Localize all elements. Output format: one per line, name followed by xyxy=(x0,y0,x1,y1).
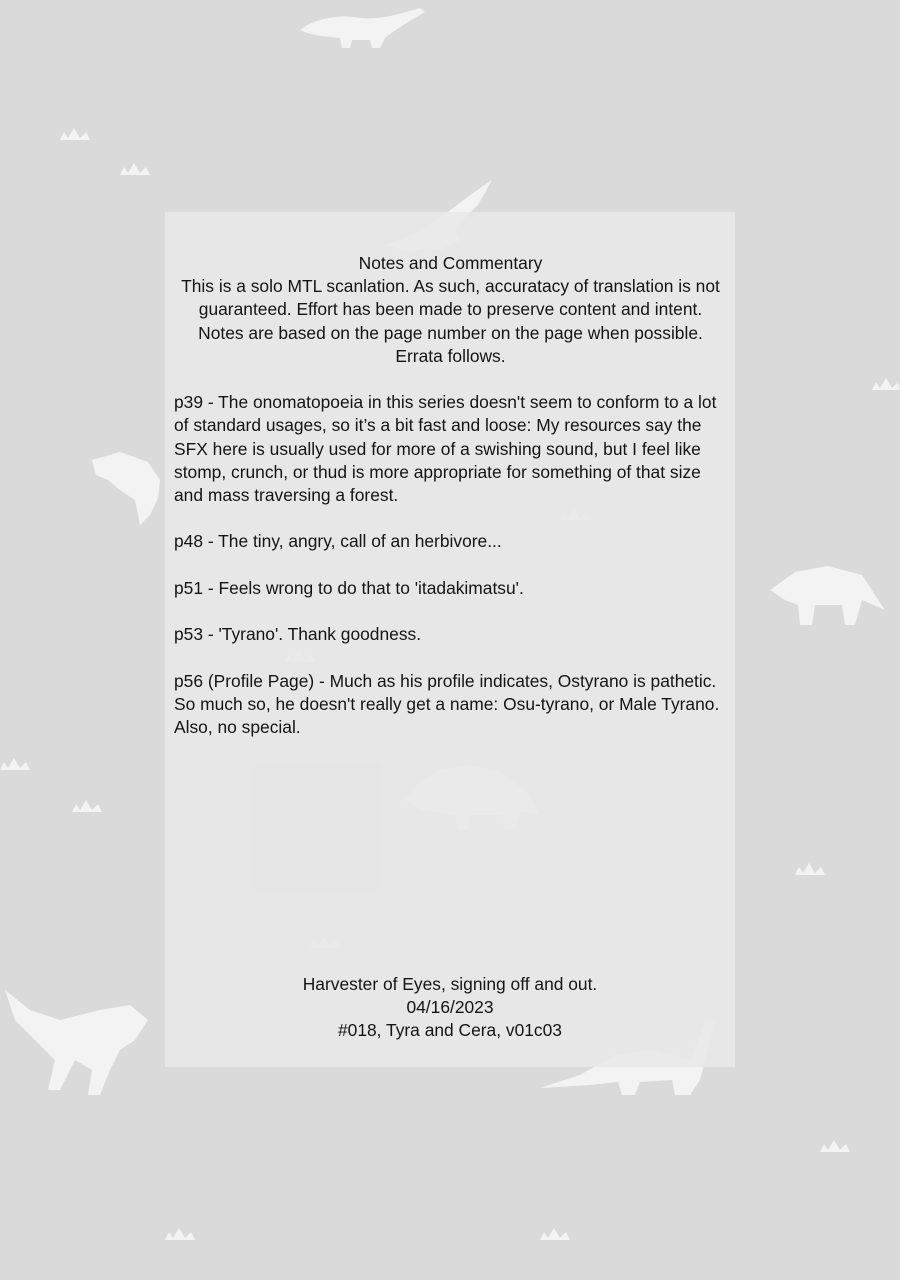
note-p48: p48 - The tiny, angry, call of an herbivore... xyxy=(174,531,502,552)
note-p39: p39 - The onomatopoeia in this series doesn't seem to conform to a lot of standard usages, so it’s a bit fast and loose: My resources say the SFX here is usually used for more of a swishing sound, but I feel like stomp, crunch, or thud is more appropriate for something of that size and mass traversing a forest. xyxy=(174,392,717,506)
intro-line: Notes are based on the page number on the page when possible. xyxy=(198,322,703,343)
note-p51: p51 - Feels wrong to do that to 'itadakimatsu'. xyxy=(174,577,524,598)
crown-icon xyxy=(0,758,30,770)
release-id: #018, Tyra and Cera, v01c03 xyxy=(338,1020,562,1041)
note-p53: p53 - 'Tyrano'. Thank goodness. xyxy=(174,624,422,645)
trex-silhouette-icon xyxy=(5,990,148,1095)
crown-icon xyxy=(540,1228,570,1240)
notes-panel xyxy=(165,212,735,1067)
intro-line: guaranteed. Effort has been made to preserve content and intent. xyxy=(198,299,703,320)
crown-icon xyxy=(795,863,825,875)
dinosaur-silhouette-icon xyxy=(300,8,425,48)
intro-line: This is a solo MTL scanlation. As such, accuratacy of translation is not xyxy=(181,276,720,297)
notes-header xyxy=(174,252,727,368)
document-title: Notes and Commentary xyxy=(358,253,543,273)
intro-line: Errata follows. xyxy=(395,345,506,366)
triceratops-silhouette-icon xyxy=(770,566,885,625)
crown-icon xyxy=(165,1228,195,1240)
notes-list xyxy=(174,391,727,739)
trex-silhouette-icon xyxy=(92,452,160,525)
note-p56: p56 (Profile Page) - Much as his profile indicates, Ostyrano is pathetic. So much so, he doesn't really get a name: Osu-tyrano, or Male Tyrano. Also, no special. xyxy=(174,670,720,737)
crown-icon xyxy=(60,128,90,140)
crown-icon xyxy=(872,378,900,390)
signoff-line: Harvester of Eyes, signing off and out. xyxy=(302,974,598,994)
crown-icon xyxy=(72,800,102,812)
signoff-date: 04/16/2023 xyxy=(406,997,494,1018)
signoff-block xyxy=(165,973,735,1043)
crown-icon xyxy=(820,1140,850,1152)
crown-icon xyxy=(120,163,150,175)
